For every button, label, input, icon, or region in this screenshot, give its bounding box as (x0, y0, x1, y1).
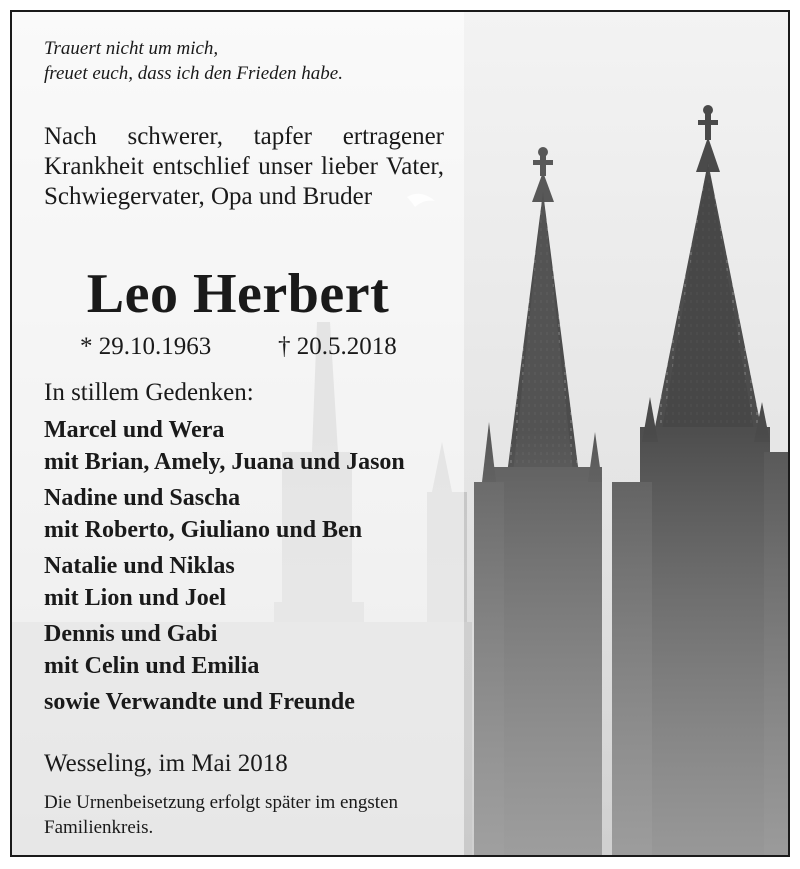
family-line: mit Brian, Amely, Juana und Jason (44, 449, 405, 475)
obituary-frame (10, 10, 790, 857)
motto-quote (44, 36, 444, 86)
deceased-name: Leo Herbert (86, 263, 390, 325)
memorial-heading: In stillem Gedenken: (44, 379, 254, 406)
family-line: mit Roberto, Giuliano und Ben (44, 517, 363, 543)
family-line: mit Celin und Emilia (44, 653, 260, 679)
birth-date: * 29.10.1963 (80, 333, 212, 360)
family-group (44, 686, 464, 718)
intro-text: Nach schwerer, tapfer ertragener Krankheit entschlief unser lieber Vater, Schwiegervater, Opa und Bruder (44, 123, 444, 210)
burial-note: Die Urnenbeisetzung erfolgt später im engsten Familienkreis. (44, 792, 399, 838)
family-line: Marcel und Wera (44, 417, 225, 443)
motto-line: Trauert nicht um mich, (44, 38, 219, 59)
place-date: Wesseling, im Mai 2018 (44, 750, 288, 777)
family-line: Dennis und Gabi (44, 621, 218, 647)
family-group (44, 414, 464, 478)
family-line: mit Lion und Joel (44, 585, 227, 611)
family-group (44, 618, 464, 682)
family-line: Natalie und Niklas (44, 553, 235, 579)
motto-line: freuet euch, dass ich den Frieden habe. (44, 63, 343, 84)
family-group (44, 482, 464, 546)
family-line: sowie Verwandte und Freunde (44, 689, 355, 715)
family-group (44, 550, 464, 614)
death-date: † 20.5.2018 (278, 333, 397, 360)
family-line: Nadine und Sascha (44, 485, 241, 511)
